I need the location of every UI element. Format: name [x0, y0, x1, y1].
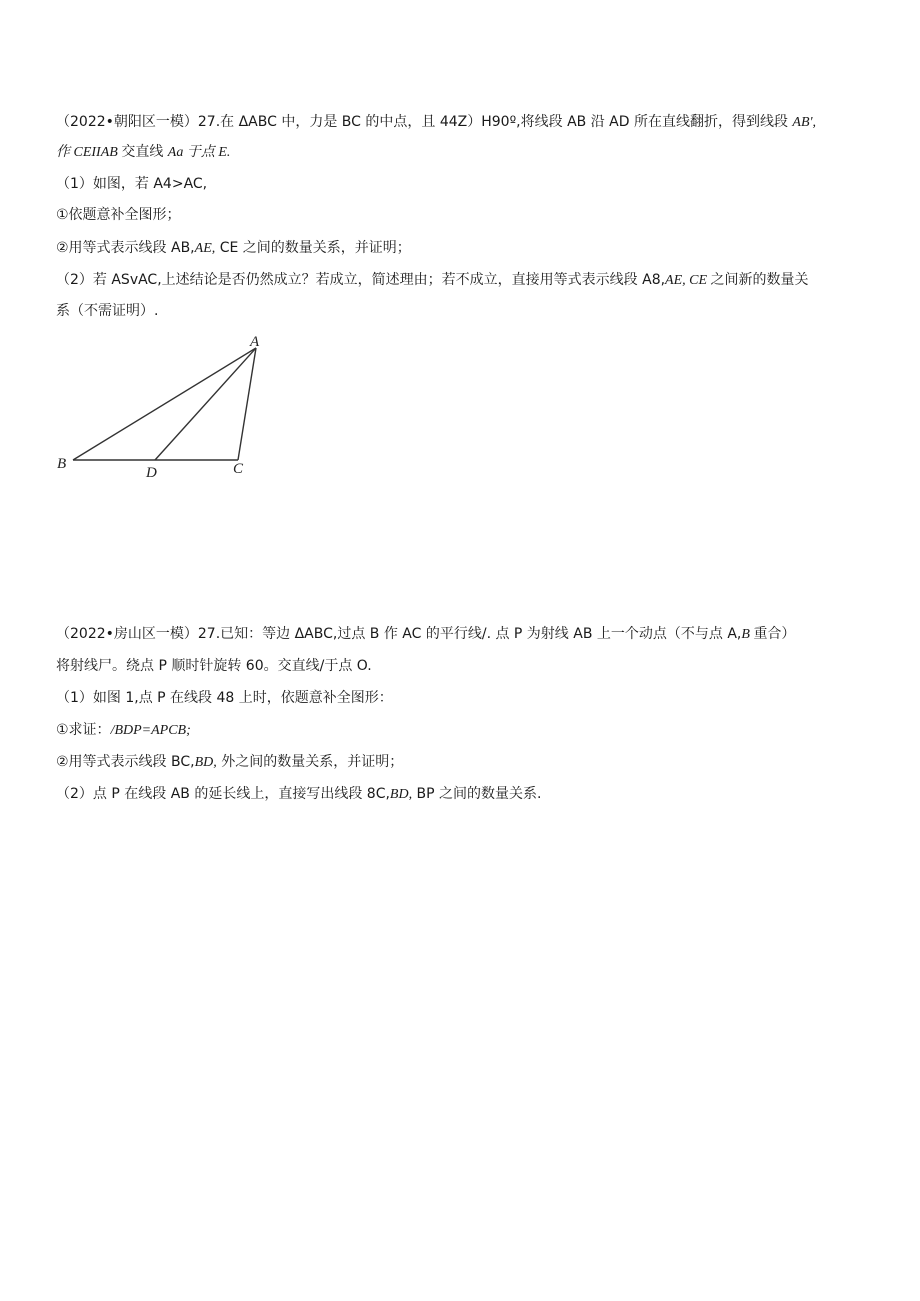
problem2-line6-text-c: BP 之间的数量关系. [412, 786, 542, 802]
problem2-line4-italic: /BDP=APCB; [110, 723, 191, 738]
label-d: D [146, 465, 157, 481]
problem1-line5 [56, 238, 411, 259]
problem2-line6 [56, 784, 542, 805]
problem2-line5-italic: BD, [194, 755, 217, 770]
problem2-line4-text: ①求证： [56, 722, 111, 738]
problem1-line1-text: （2022•朝阳区一模）27.在 ΔABC 中，力是 BC 的中点，且 44Z）H90º,将线段 AB 沿 AD 所在直线翻折，得到线段 [56, 114, 793, 130]
triangle-figure [52, 330, 267, 482]
problem1-line2-italic-c: Aa 于点 E. [167, 145, 231, 160]
problem2-line6-text-a: （2）点 P 在线段 AB 的延长线上，直接写出线段 8C, [56, 786, 390, 802]
problem2-line1 [56, 624, 795, 645]
problem1-line2-italic-a: 作 CEIIAB [56, 145, 122, 160]
problem1-line1-italic: AB', [792, 115, 817, 130]
problem2-line1-text-a: （2022•房山区一模）27.已知：等边 ΔABC,过点 B 作 AC 的平行线/. 点 P 为射线 AB 上一个动点（不与点 A, [56, 626, 742, 642]
problem2-line2: 将射线尸。绕点 P 顺时针旋转 60。交直线/于点 O. [56, 658, 372, 674]
problem2-line1-italic: B [741, 627, 754, 642]
label-c: C [233, 461, 244, 477]
problem1-line5-text-a: ②用等式表示线段 AB, [56, 240, 195, 256]
problem1-line5-text-c: CE 之间的数量关系，并证明； [215, 240, 411, 256]
problem1-line2-text: 交直线 [121, 144, 168, 160]
label-b: B [57, 456, 67, 472]
problem1-line7: 系（不需证明）. [56, 303, 159, 319]
problem1-line3: （1）如图，若 A4>AC, [56, 176, 208, 192]
problem2-line4 [56, 720, 191, 741]
label-a: A [250, 334, 260, 350]
problem2-line1-text-c: 重合） [753, 626, 796, 642]
problem2-line6-italic: BD, [389, 787, 413, 802]
problem1-line6 [56, 270, 809, 291]
problem1-line6-text-a: （2）若 ASvAC,上述结论是否仍然成立？若成立，简述理由；若不成立，直接用等式表示线段 A8, [56, 272, 666, 288]
problem2-line5-text-a: ②用等式表示线段 BC, [56, 754, 195, 770]
problem1-line1 [56, 112, 816, 133]
problem1-line6-italic: AE, CE [665, 273, 711, 288]
problem2-line5 [56, 752, 403, 773]
problem1-line2 [56, 142, 230, 163]
problem2-line3: （1）如图 1,点 P 在线段 48 上时，依题意补全图形： [56, 690, 393, 706]
triangle-svg [52, 330, 267, 482]
segment-ab [73, 348, 256, 460]
problem2-line5-text-c: 外之间的数量关系，并证明； [216, 754, 404, 770]
problem1-line4: ①依题意补全图形； [56, 207, 181, 223]
problem1-line6-text-c: 之间新的数量关 [710, 272, 809, 288]
problem1-line5-italic: AE, [194, 241, 216, 256]
